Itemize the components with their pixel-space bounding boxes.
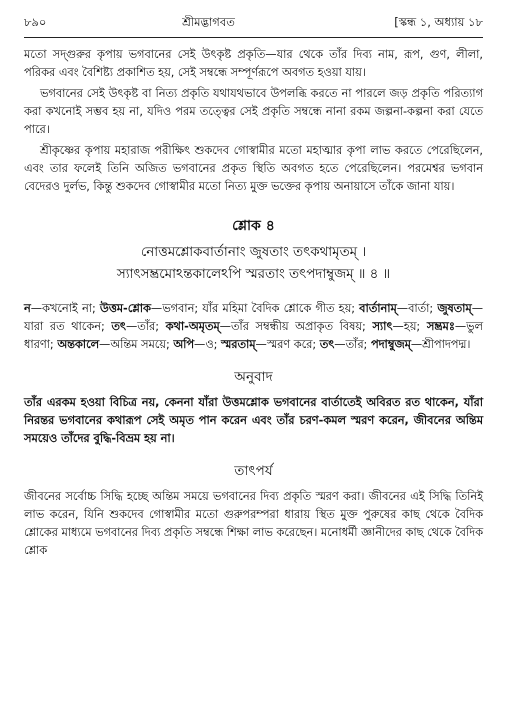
word-definition: —ভগবান; যাঁর মহিমা বৈদিক শ্লোকে গীত হয়; [150, 302, 360, 315]
verse-heading: শ্লোক ৪ [232, 218, 275, 234]
translation-text: তাঁর এরকম হওয়া বিচিত্র নয়, কেননা যাঁরা উত্তমশ্লোক ভগবানের বার্তাতেই অবিরত রত থাকেন, যাঁরা নিরন্তর ভগবানের কথারূপ সেই অমৃত পান করেন এবং তাঁর চরণ-কমল স্মরণ করেন, জীবনের অন্তিম সময়েও তাঁদের বুদ্ধি-বিভ্রম হয় না। [24, 396, 483, 445]
word-definition: —তাঁর; [125, 320, 166, 333]
word-definition: —অন্তিম সময়ে; [99, 338, 174, 351]
word-meaning-paragraph [24, 300, 483, 354]
verse-line: স্যাৎসম্ভ্রমোঽন্তকালেঽপি স্মরতাং তৎপদাম্বুজম্ ॥ ৪ ॥ [116, 267, 391, 282]
chapter-reference: [স্কন্ধ ১, অধ্যায় ১৮ [394, 15, 483, 29]
page-header [24, 14, 483, 34]
book-title: শ্রীমদ্ভাগবত [182, 15, 235, 29]
word-term: উত্তম-শ্লোক [99, 302, 151, 315]
word-meanings [24, 300, 483, 354]
word-term: জুষতাম্ [437, 302, 472, 315]
verse-block [24, 214, 483, 286]
word-term: ন [24, 302, 31, 315]
word-term: তৎ [111, 320, 126, 333]
word-definition: —বার্তা; [396, 302, 438, 315]
purport-heading: তাৎপর্য [234, 463, 273, 479]
word-definition: —শ্রীপাদপদ্ম। [410, 338, 471, 351]
translation-heading: অনুবাদ [234, 369, 273, 385]
word-definition: —হয়; [392, 320, 427, 333]
word-term: পদাম্বুজম্ [370, 338, 411, 351]
intro-paragraph: ভগবানের সেই উৎকৃষ্ট বা নিত্য প্রকৃতি যথাযথভাবে উপলব্ধি করতে না পারলে জড় প্রকৃতি পরিত্যাগ করা কখনোই সম্ভব হয় না, যদিও পরম তত্ত্বের সেই প্রকৃতি সম্বন্ধে নানা রকম জল্পনা-কল্পনা করা যেতে পারে। [24, 87, 483, 136]
purport-text: জীবনের সর্বোচ্চ সিদ্ধি হচ্ছে অন্তিম সময়ে ভগবানের দিব্য প্রকৃতি স্মরণ করা। জীবনের এই সিদ্ধি তিনিই লাভ করেন, যিনি শুকদেব গোস্বামীর মতো গুরুপরম্পরা ধারায় স্থিত মুক্ত পুরুষের কাছ থেকে বৈদিক শ্লোকের মাধ্যমে ভগবানের দিব্য প্রকৃতি সম্বন্ধে শিক্ষা লাভ করেছেন। মনোধর্মী জ্ঞানীদের কাছ থেকে বৈদিক শ্লোক [24, 490, 483, 557]
word-definition: —কখনোই না; [30, 302, 100, 315]
word-definition: —ভুল ধারণা; [24, 320, 483, 351]
intro-paragraph: শ্রীকৃষ্ণের কৃপায় মহারাজ পরীক্ষিৎ শুকদেব গোস্বামীর মতো মহাত্মার কৃপা লাভ করতে পেরেছিলেন, এবং তার ফলেই তিনি অজিত ভগবানের প্রকৃত স্থিতি অবগত হতে পেরেছিলেন। পরমেশ্বর ভগবান বেদেরও দুর্লভ, কিন্তু শুকদেব গোস্বামীর মতো নিত্য মুক্ত ভক্তের কৃপায় অনায়াসে তাঁকে জানা যায়। [24, 144, 483, 193]
word-definition: —যারা রত থাকেন; [24, 302, 484, 333]
word-term: স্যাৎ [372, 320, 393, 333]
verse-line: নোত্তমশ্লোকবার্তানাং জুষতাং তৎকথামৃতম্ । [140, 245, 367, 260]
header-divider [24, 37, 483, 38]
word-definition: —ও; [194, 338, 222, 351]
intro-paragraph: মতো সদ্গুরুর কৃপায় ভগবানের সেই উৎকৃষ্ট প্রকৃতি—যার থেকে তাঁর দিব্য নাম, রূপ, গুণ, লীলা, পরিকর এবং বৈশিষ্ট্য প্রকাশিত হয়, সেই সম্বন্ধে সম্পূর্ণরূপে অবগত হওয়া যায়। [24, 48, 483, 79]
intro-text [24, 46, 483, 196]
word-definition: —তাঁর সম্বন্ধীয় অপ্রাকৃত বিষয়; [219, 320, 373, 333]
word-definition: —স্মরণ করে; [255, 338, 320, 351]
word-term: বার্তানাম্ [359, 302, 397, 315]
word-term: অপি [173, 338, 195, 351]
translation-section [24, 366, 483, 448]
word-term: স্মরতাম্ [221, 338, 256, 351]
word-definition: —তাঁর; [334, 338, 371, 351]
page-number: ৮৯০ [24, 15, 47, 29]
purport-section [24, 460, 483, 560]
word-term: তৎ [319, 338, 335, 351]
word-term: অন্তকালে [57, 338, 100, 351]
word-term: কথা-অমৃতম্ [165, 320, 220, 333]
word-term: সম্ভ্রমঃ [426, 320, 455, 333]
